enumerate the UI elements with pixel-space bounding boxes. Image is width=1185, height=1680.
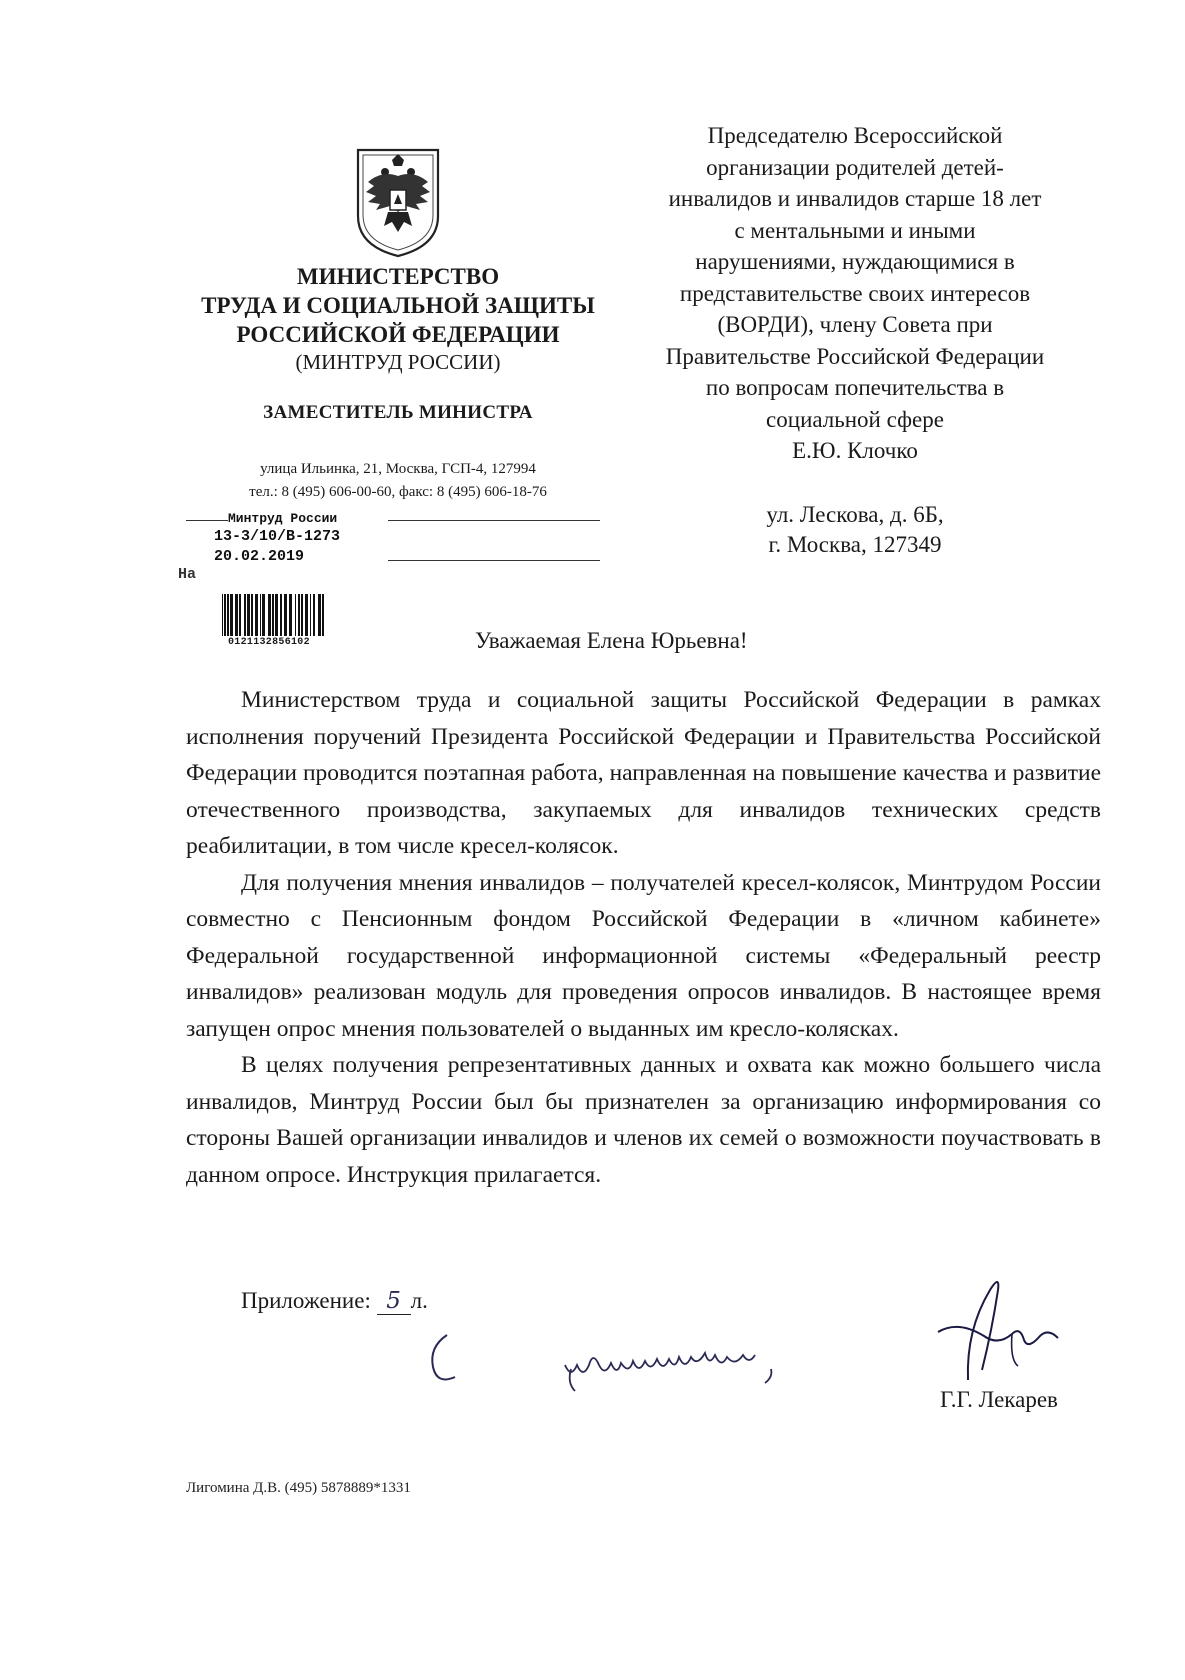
registration-stamp-org: Минтруд России xyxy=(228,511,338,526)
addressee-line: с ментальными и иными xyxy=(734,217,976,243)
registration-stamp-number: 13-3/10/В-1273 xyxy=(214,528,341,545)
addressee-line: (ВОРДИ), члену Совета при xyxy=(717,312,993,337)
barcode-bar xyxy=(262,594,265,636)
addressee-address xyxy=(640,500,1070,560)
barcode-bar xyxy=(272,594,274,636)
appendix-line xyxy=(241,1288,428,1315)
ministry-address: улица Ильинка, 21, Москва, ГСП-4, 127994 xyxy=(260,461,536,477)
registration-stamp-date: 20.02.2019 xyxy=(214,548,305,565)
greeting: Уважаемая Елена Юрьевна! xyxy=(475,628,748,653)
barcode-bar xyxy=(295,594,296,636)
deputy-minister-title: ЗАМЕСТИТЕЛЬ МИНИСТРА xyxy=(263,402,533,423)
signature-image xyxy=(928,1270,1078,1390)
addressee-city: г. Москва, 127349 xyxy=(768,532,942,557)
barcode-bar xyxy=(230,594,233,636)
addressee-block xyxy=(620,120,1090,467)
appendix-label: Приложение: xyxy=(241,1288,371,1313)
ministry-title-line: МИНИСТЕРСТВО xyxy=(296,264,500,289)
barcode-bar xyxy=(251,594,253,636)
barcode-bar xyxy=(227,594,229,636)
body-paragraph: Министерством труда и социальной защиты Российской Федерации в рамках исполнения поручений Президента Российской Федерации и Правительства Российской Федерации проводится поэтапная работа, направленная на повышение качества и развитие отечественного производства, закупаемых для инвалидов технических средств реабилитации, в том числе кресел-колясок. xyxy=(186,687,1101,859)
registration-prefix: На xyxy=(178,566,197,583)
addressee-line: по вопросам попечительства в xyxy=(705,375,1005,400)
barcode-bar xyxy=(260,594,261,636)
addressee-street: ул. Лескова, д. 6Б, xyxy=(766,502,944,527)
barcode-bar xyxy=(224,594,226,636)
barcode-bar xyxy=(284,594,287,636)
ministry-title-line: РОССИЙСКОЙ ФЕДЕРАЦИИ xyxy=(236,322,560,347)
barcode-number: 0121132856102 xyxy=(228,637,310,648)
ministry-title-line: ТРУДА И СОЦИАЛЬНОЙ ЗАЩИТЫ xyxy=(201,293,595,318)
signer-name: Г.Г. Лекарев xyxy=(940,1387,1058,1412)
barcode-bar xyxy=(289,594,292,636)
barcode-bar xyxy=(280,594,282,636)
barcode-bar xyxy=(255,594,258,636)
addressee-line: инвалидов и инвалидов старше 18 лет xyxy=(668,186,1042,211)
body-paragraph: Для получения мнения инвалидов – получателей кресел-колясок, Минтрудом России совместно с Пенсионным фондом Российской Федерации в «личном кабинете» Федеральной государственной информационной системы «Федеральный реестр инвалидов» реализован модуль для проведения опросов инвалидов. В настоящее время запущен опрос мнения пользователей о выданных им кресло-колясках. xyxy=(186,869,1101,1042)
barcode-bar xyxy=(318,594,321,636)
addressee-line: организации родителей детей- xyxy=(706,154,1004,180)
barcode-bar xyxy=(222,594,223,636)
barcode-bar xyxy=(301,594,303,636)
ministry-contacts xyxy=(170,458,626,504)
ministry-phones: тел.: 8 (495) 606-00-60, факс: 8 (495) 606-18-76 xyxy=(249,484,547,500)
barcode-bar xyxy=(275,594,278,636)
barcode-bar xyxy=(247,594,250,636)
body-paragraph: В целях получения репрезентативных данных и охвата как можно большего числа инвалидов, Минтруд России был бы признателен за организацию информирования со стороны Вашей организации инвалидов и членов их семей о возможности поучаствовать в данном опросе. Инструкция прилагается. xyxy=(186,1052,1101,1188)
appendix-count: 5 xyxy=(377,1288,411,1315)
addressee-name: Е.Ю. Клочко xyxy=(792,438,918,463)
appendix-unit: л. xyxy=(410,1288,428,1313)
ministry-title xyxy=(170,262,626,349)
barcode-bar xyxy=(235,594,238,636)
barcode-bar xyxy=(298,594,300,636)
registration-line xyxy=(388,520,600,521)
ministry-short-name: (МИНТРУД РОССИИ) xyxy=(295,350,501,374)
addressee-line: нарушениями, нуждающимися в xyxy=(695,249,1015,274)
barcode-bar xyxy=(313,594,315,636)
barcode-bar xyxy=(322,594,324,636)
barcode-bar xyxy=(305,594,308,636)
addressee-line: социальной сфере xyxy=(766,406,944,432)
barcode-bar xyxy=(310,594,311,636)
executor-contact: Лигомина Д.В. (495) 5878889*1331 xyxy=(186,1480,411,1496)
registration-line xyxy=(186,520,228,521)
addressee-line: Правительстве Российской Федерации xyxy=(665,343,1045,369)
addressee-line: представительстве своих интересов xyxy=(679,280,1031,306)
barcode xyxy=(220,594,414,636)
addressee-line: Председателю Всероссийской xyxy=(707,123,1003,148)
registration-line xyxy=(388,560,600,561)
barcode-bar xyxy=(244,594,246,636)
barcode-bar xyxy=(268,594,271,636)
handwritten-closing xyxy=(425,1325,835,1395)
letter-body xyxy=(186,682,1101,1193)
barcode-bar xyxy=(239,594,241,636)
coat-of-arms-emblem xyxy=(352,146,444,258)
